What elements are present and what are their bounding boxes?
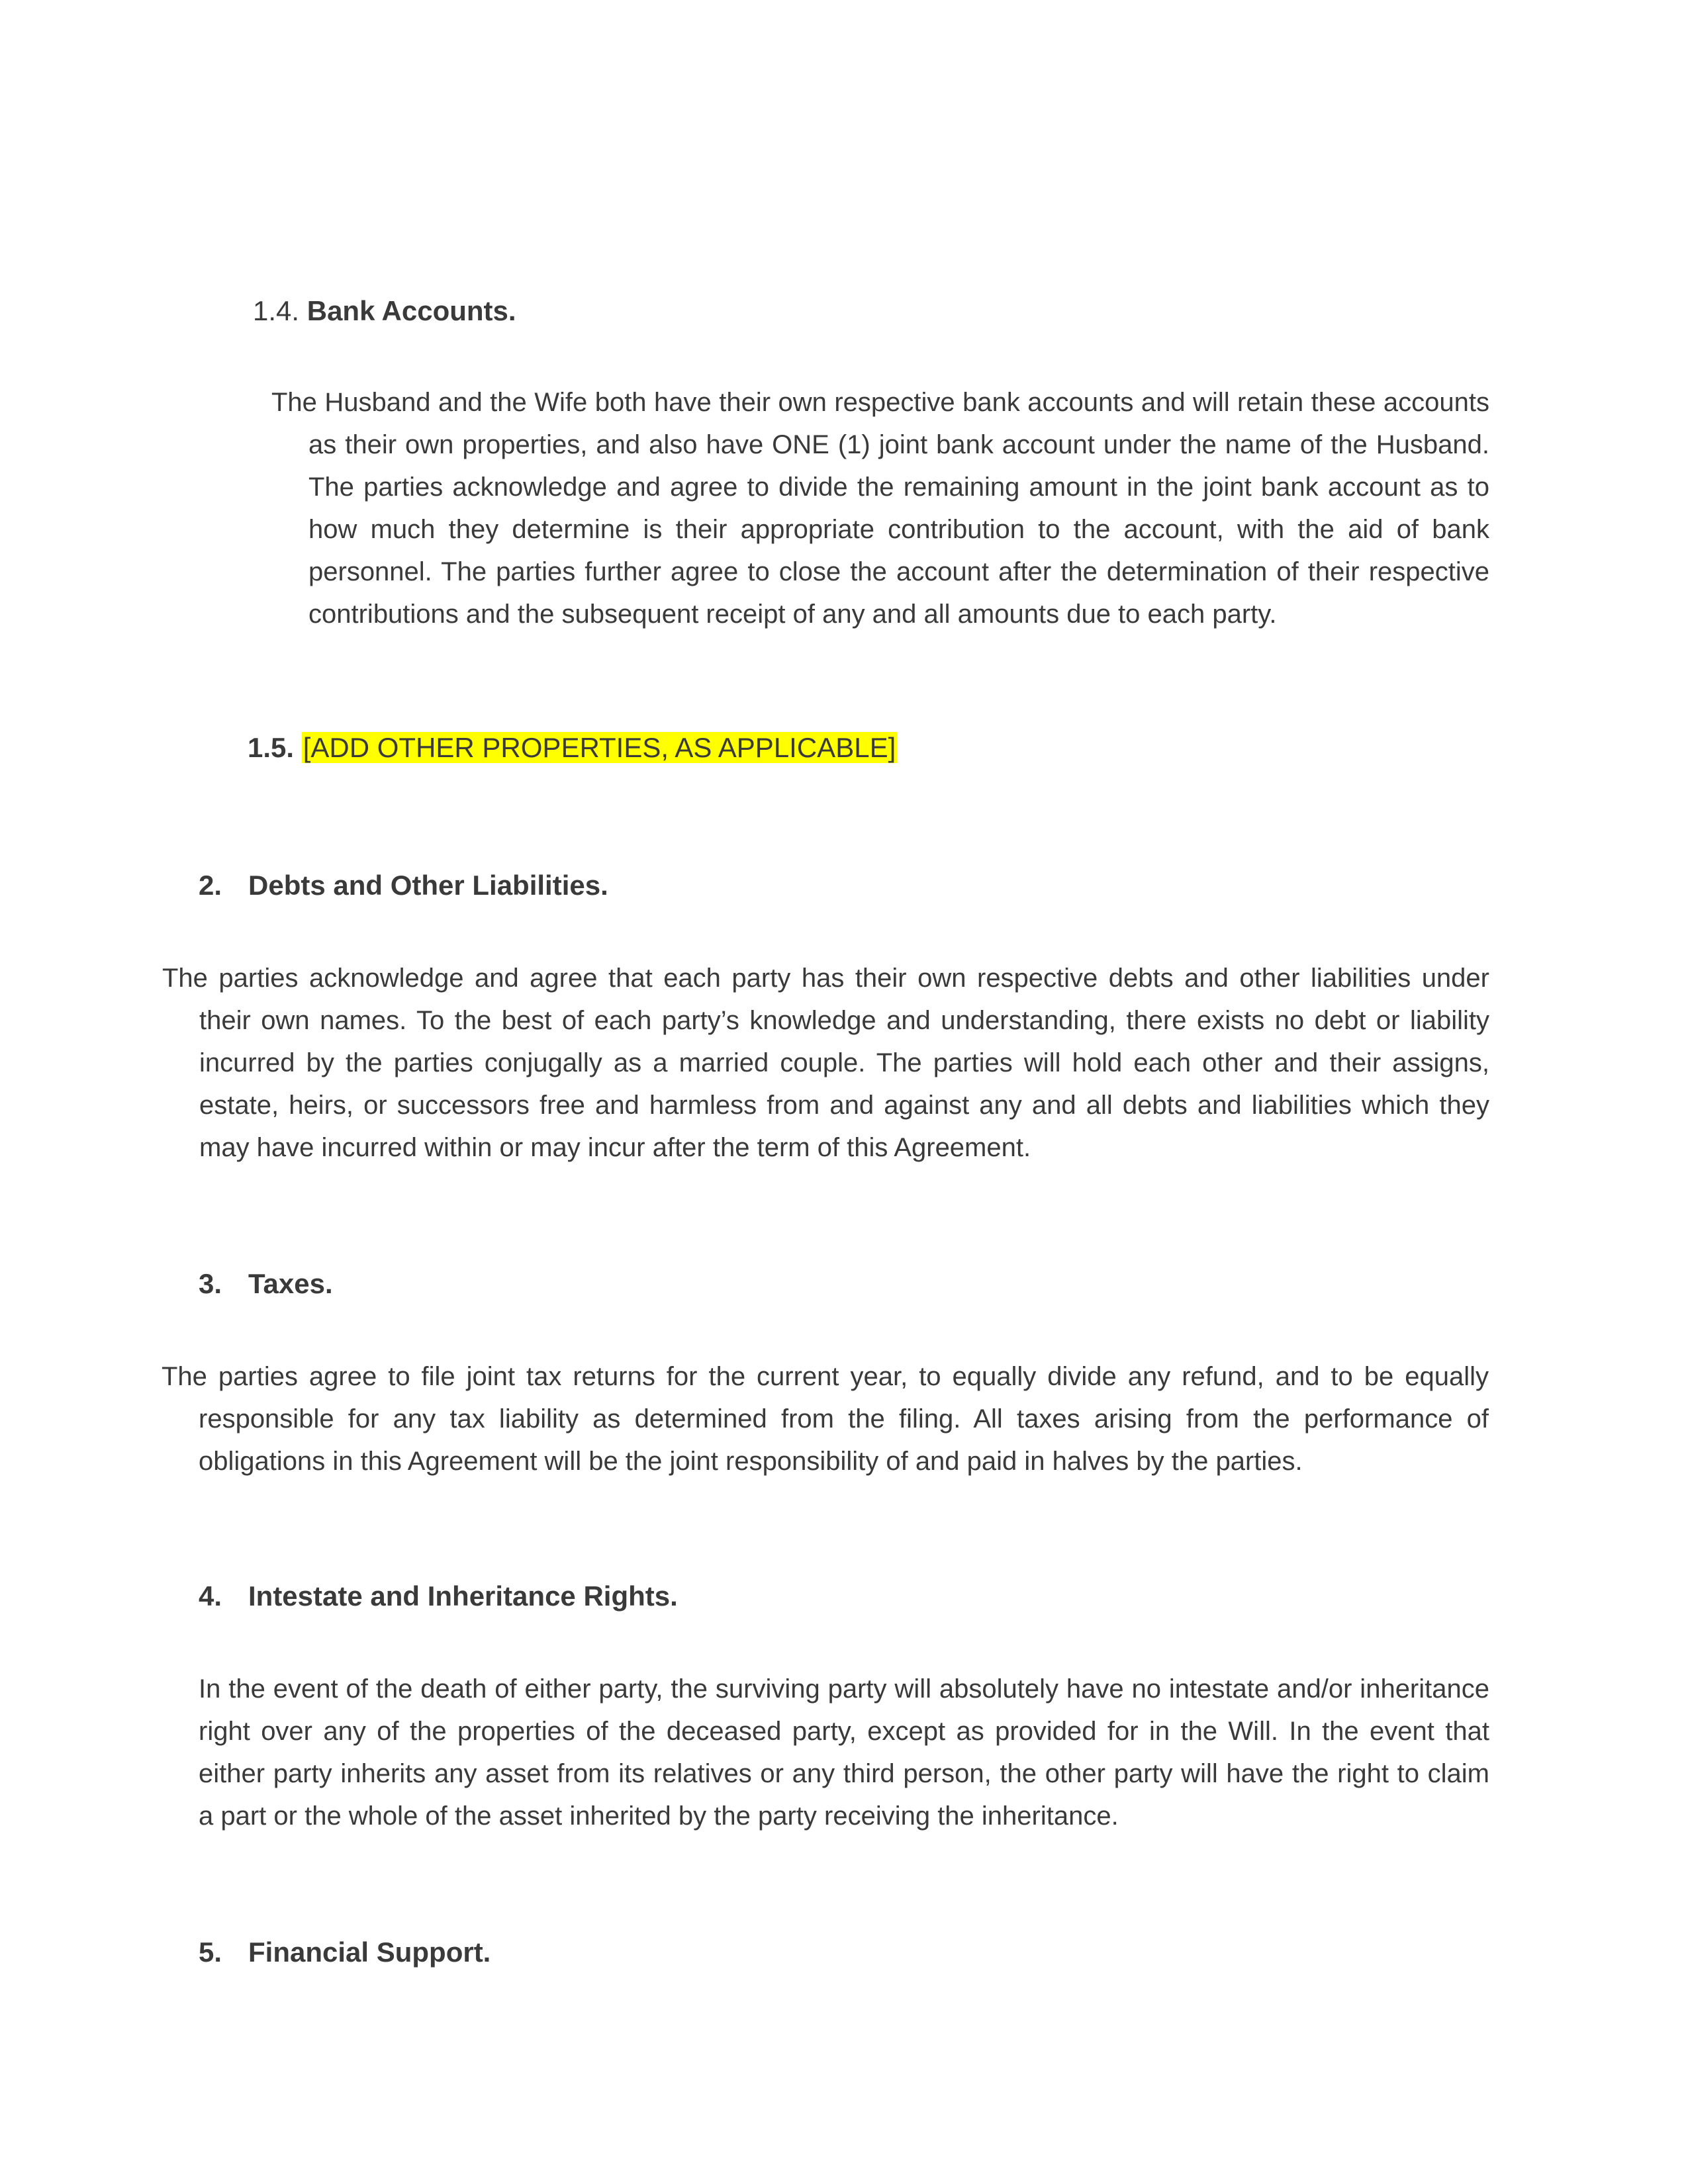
- section-3-body: The parties agree to file joint tax returns for the current year, to equally divide any refund, and to be equally responsible for any tax liability as determined from the filing. All taxes arising from the performance of obligations in this Agreement will be the joint responsibility of and paid in halves by the parties.: [162, 1362, 1489, 1476]
- section-1-5-heading: [248, 729, 897, 766]
- section-1-5-number: 1.5.: [248, 732, 295, 763]
- section-4-heading: [199, 1578, 678, 1615]
- section-3-heading: [199, 1265, 333, 1302]
- section-3-title: Taxes.: [248, 1268, 333, 1299]
- section-2-title: Debts and Other Liabilities.: [248, 870, 608, 901]
- section-1-4-number: 1.4.: [253, 295, 300, 326]
- section-3-number: 3.: [199, 1268, 222, 1299]
- section-5-number: 5.: [199, 1936, 222, 1968]
- section-4-title: Intestate and Inheritance Rights.: [248, 1580, 678, 1612]
- section-5-title: Financial Support.: [248, 1936, 491, 1968]
- section-2-body: The parties acknowledge and agree that each party has their own respective debts and other liabilities under their own names. To the best of each party’s knowledge and understanding, there exists no debt or liability incurred by the parties conjugally as a married couple. The parties will hold each other and their assigns, estate, heirs, or successors free and harmless from and against any and all debts and liabilities which they may have incurred within or may incur after the term of this Agreement.: [162, 964, 1489, 1162]
- section-4-body: In the event of the death of either party, the surviving party will absolutely have no intestate and/or inheritance right over any of the properties of the deceased party, except as provided for in the Will. In the event that either party inherits any asset from its relatives or any third person, the other party will have the right to claim a part or the whole of the asset inherited by the party receiving the inheritance.: [199, 1674, 1489, 1831]
- section-1-4-title: Bank Accounts.: [306, 295, 516, 326]
- section-2-heading: [199, 867, 608, 904]
- section-1-4-heading: [253, 293, 516, 330]
- section-2-number: 2.: [199, 870, 222, 901]
- section-1-4-body: The Husband and the Wife both have their own respective bank accounts and will retain these accounts as their own properties, and also have ONE (1) joint bank account under the name of the Husband. The parties acknowledge and agree to divide the remaining amount in the joint bank account as to how much they determine is their appropriate contribution to the account, with the aid of bank personnel. The parties further agree to close the account after the determination of their respective contributions and the subsequent receipt of any and all amounts due to each party.: [271, 388, 1489, 629]
- section-1-5-placeholder: [ADD OTHER PROPERTIES, AS APPLICABLE]: [303, 732, 896, 763]
- section-5-heading: [199, 1934, 491, 1971]
- section-4-number: 4.: [199, 1580, 222, 1612]
